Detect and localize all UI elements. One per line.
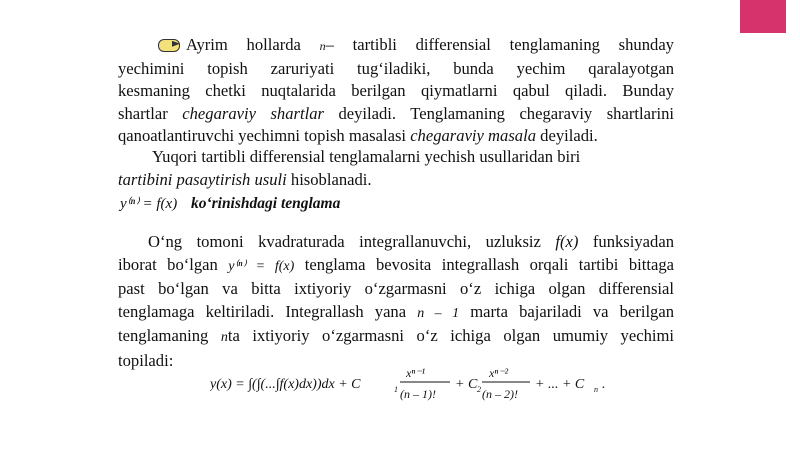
p3-line-2 — [118, 254, 674, 279]
paragraph-3 — [118, 231, 674, 372]
p1-line-3 — [118, 80, 674, 103]
c1-subscript: 1 — [394, 385, 398, 394]
general-solution-formula — [210, 365, 630, 405]
math-n: n — [319, 39, 326, 53]
p2-text: hisoblanadi. — [290, 169, 372, 189]
p3-text: ta ixtiyoriy o‘zgarmasni o‘z ichiga olgan umumiy yechimi — [227, 326, 675, 345]
p3-text: tenglama bevosita integrallash orqali tartibi bittaga — [304, 254, 674, 274]
p3-text: marta bajariladi va berilgan — [470, 301, 675, 321]
italic-term: tartibini pasaytirish usuli — [118, 169, 287, 189]
dash: – — [325, 35, 334, 54]
p2-line-2 — [118, 169, 674, 192]
frac1-numerator: xⁿ⁻¹ — [406, 366, 426, 380]
plus-c: + C — [455, 377, 478, 392]
p1-text: Ayrim hollarda — [186, 35, 301, 54]
p1-text: yechimini topish zaruriyati tug‘iladiki, bunda yechim qaralayotgan — [118, 58, 674, 78]
p1-line-4 — [118, 103, 674, 126]
accent-bar — [740, 0, 786, 33]
p1-line-2 — [118, 58, 674, 81]
formula-end: . — [602, 377, 606, 392]
p2-line-1 — [118, 146, 674, 169]
p3-text: past bo‘lgan va bitta ixtiyoriy o‘zgarmasni o‘z ichiga olgan differensial — [118, 279, 674, 298]
math-n: n — [220, 330, 228, 345]
math-fx: f(x) — [555, 232, 579, 251]
tail-terms: + ... + C — [535, 377, 585, 392]
italic-term: chegaraviy shartlar — [182, 103, 324, 123]
p1-line-1 — [118, 34, 674, 58]
p1-text: shartlar — [118, 103, 168, 123]
p3-text: funksiyadan — [592, 232, 674, 251]
c2-subscript: 2 — [477, 385, 481, 394]
p2-text: Yuqori tartibli differensial tenglamalarni yechish usullaridan biri — [152, 147, 581, 166]
p1-text: kesmaning chetki nuqtalarida berilgan qiymatlarni qabul qiladi. Bunday — [118, 81, 674, 100]
p3-line-5 — [118, 325, 674, 350]
pencil-icon — [158, 39, 180, 52]
p3-line-1 — [118, 231, 674, 254]
frac1-denominator: (n – 1)! — [400, 387, 436, 401]
cn-subscript: n — [594, 385, 598, 394]
math-equation: y⁽ⁿ⁾ = f(x) — [228, 258, 295, 274]
heading-text: ko‘rinishdagi tenglama — [190, 195, 341, 212]
p3-text: iborat bo‘lgan — [118, 254, 218, 274]
p1-text: qanoatlantiruvchi yechimni topish masalasi — [118, 126, 407, 145]
p1-line-5 — [118, 125, 674, 148]
frac2-numerator: xⁿ⁻² — [489, 366, 509, 380]
p3-text: O‘ng tomoni kvadraturada integrallanuvchi, uzluksiz — [148, 232, 541, 251]
paragraph-1 — [118, 34, 674, 148]
p3-text: topiladi: — [118, 350, 174, 370]
p3-text: tenglamaga keltiriladi. Integrallash yana — [118, 301, 407, 321]
italic-term: chegaraviy masala — [410, 126, 536, 145]
paragraph-2 — [118, 146, 674, 191]
formula-lhs: y(x) = ∫(∫(...∫f(x)dx))dx + C — [210, 377, 361, 392]
p1-text: deyiladi. Tenglamaning chegaraviy shartlarini — [338, 103, 674, 123]
heading-formula: y⁽ⁿ⁾ = f(x) — [120, 196, 178, 212]
p1-text: deyiladi. — [540, 126, 598, 145]
p3-line-3 — [118, 278, 674, 301]
p1-text: tartibli differensial tenglamaning shunday — [352, 35, 674, 54]
p3-text: tenglamaning — [118, 326, 209, 345]
p3-line-4 — [118, 301, 674, 326]
frac2-denominator: (n – 2)! — [482, 387, 518, 401]
section-heading — [120, 194, 340, 213]
math-n-minus-1: n – 1 — [417, 305, 460, 321]
